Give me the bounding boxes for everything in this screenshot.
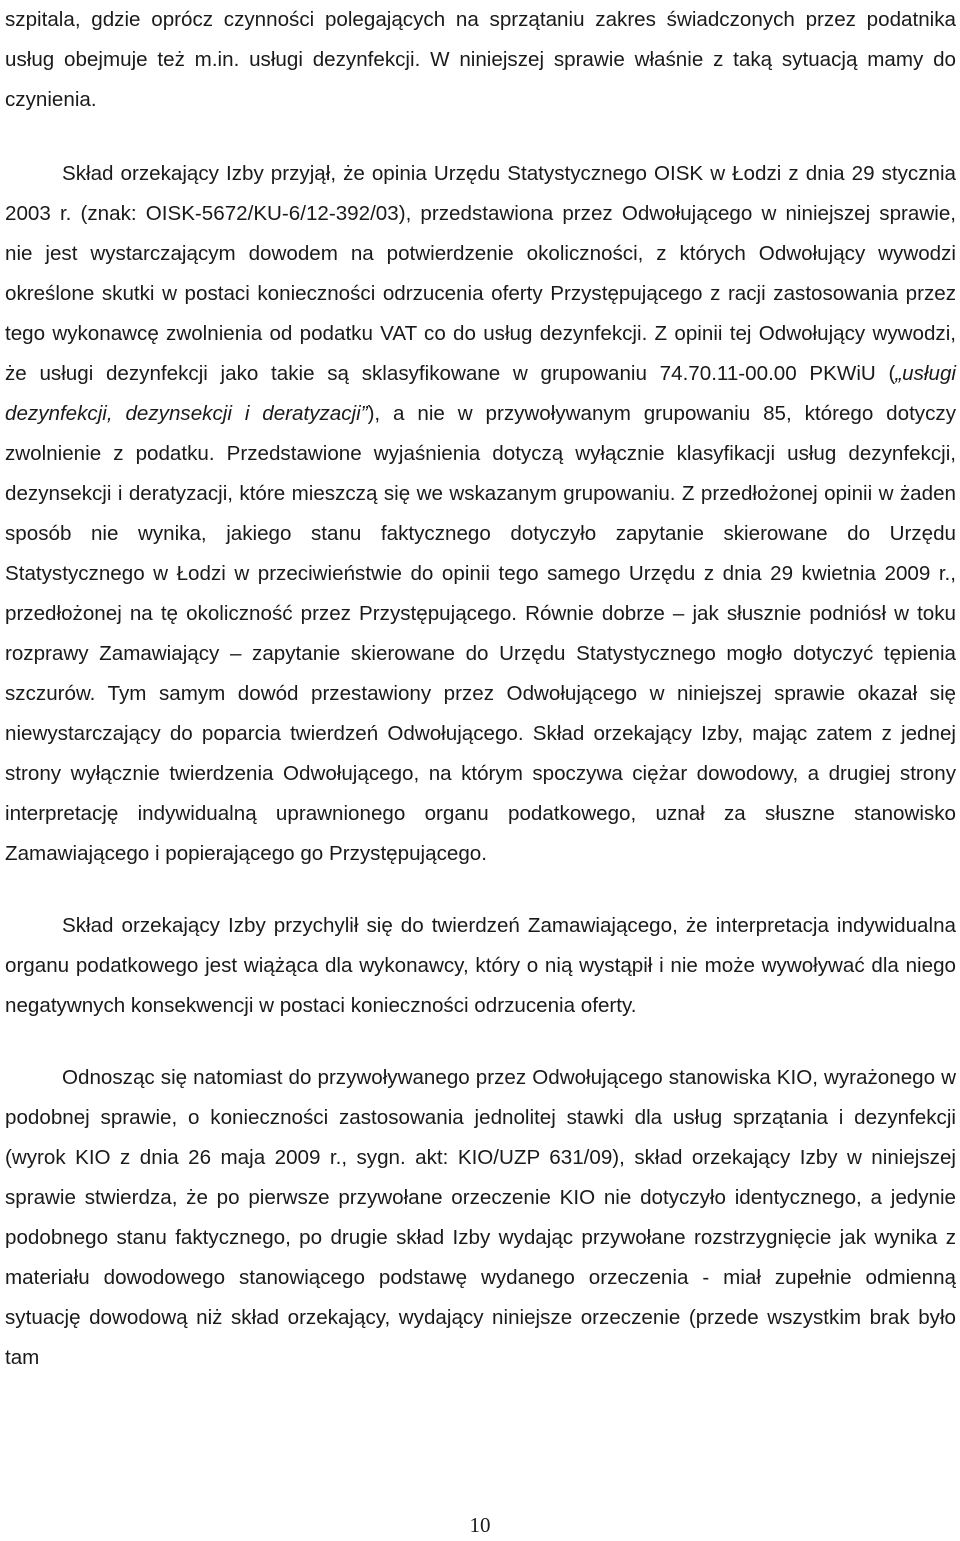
paragraph-1-text: szpitala, gdzie oprócz czynności polegających na sprzątaniu zakres świadczonych przez podatnika usług obejmuje też m.in. usługi dezynfekcji. W niniejszej sprawie właśnie z taką sytuacją mamy do czynienia. xyxy=(5,8,956,111)
paragraph-2 xyxy=(5,154,956,874)
paragraph-3 xyxy=(5,906,956,1026)
paragraph-4 xyxy=(5,1058,956,1378)
paragraph-2-quote-italic: „usługi dezynfekcji, dezynsekcji i deratyzacji” xyxy=(5,362,956,425)
paragraph-3-text: Skład orzekający Izby przychylił się do twierdzeń Zamawiającego, że interpretacja indywidualna organu podatkowego jest wiążąca dla wykonawcy, który o nią wystąpił i nie może wywoływać dla niego negatywnych konsekwencji w postaci konieczności odrzucenia oferty. xyxy=(5,914,956,1017)
paragraph-4-text: Odnosząc się natomiast do przywoływanego przez Odwołującego stanowiska KIO, wyrażonego w podobnej sprawie, o konieczności zastosowania jednolitej stawki dla usług sprzątania i dezynfekcji (wyrok KIO z dnia 26 maja 2009 r., sygn. akt: KIO/UZP 631/09), skład orzekający Izby w niniejszej sprawie stwierdza, że po pierwsze przywołane orzeczenie KIO nie dotyczyło identycznego, a jedynie podobnego stanu faktycznego, po drugie skład Izby wydając przywołane rozstrzygnięcie jak wynika z materiału dowodowego stanowiącego podstawę wydanego orzeczenia - miał zupełnie odmienną sytuację dowodową niż skład orzekający, wydający niniejsze orzeczenie (przede wszystkim brak było tam xyxy=(5,1066,956,1369)
document-body xyxy=(5,0,956,1378)
paragraph-1 xyxy=(5,0,956,120)
paragraph-2-text-a: Skład orzekający Izby przyjął, że opinia Urzędu Statystycznego OISK w Łodzi z dnia 29 stycznia 2003 r. (znak: OISK-5672/KU-6/12-392/03), przedstawiona przez Odwołującego w niniejszej sprawie, nie jest wystarczającym dowodem na potwierdzenie okoliczności, z których Odwołujący wywodzi określone skutki w postaci konieczności odrzucenia oferty Przystępującego z racji zastosowania przez tego wykonawcę zwolnienia od podatku VAT co do usług dezynfekcji. Z opinii tej Odwołujący wywodzi, że usługi dezynfekcji jako takie są sklasyfikowane w grupowaniu 74.70.11-00.00 PKWiU ( xyxy=(5,162,956,385)
page-number: 10 xyxy=(469,1513,491,1537)
paragraph-spacer xyxy=(5,1026,956,1058)
paragraph-2-text-b: ), a nie w przywoływanym grupowaniu 85, którego dotyczy zwolnienie z podatku. Przedstawione wyjaśnienia dotyczą wyłącznie klasyfikacji usług dezynfekcji, dezynsekcji i deratyzacji, które mieszczą się we wskazanym grupowaniu. Z przedłożonej opinii w żaden sposób nie wynika, jakiego stanu faktycznego dotyczyło zapytanie skierowane do Urzędu Statystycznego w Łodzi w przeciwieństwie do opinii tego samego Urzędu z dnia 29 kwietnia 2009 r., przedłożonej na tę okoliczność przez Przystępującego. Równie dobrze – jak słusznie podniósł w toku rozprawy Zamawiający – zapytanie skierowane do Urzędu Statystycznego mogło dotyczyć tępienia szczurów. Tym samym dowód przestawiony przez Odwołującego w niniejszej sprawie okazał się niewystarczający do poparcia twierdzeń Odwołującego. Skład orzekający Izby, mając zatem z jednej strony wyłącznie twierdzenia Odwołującego, na którym spoczywa ciężar dowodowy, a drugiej strony interpretację indywidualną uprawnionego organu podatkowego, uznał za słuszne stanowisko Zamawiającego i popierającego go Przystępującego. xyxy=(5,402,956,865)
paragraph-spacer xyxy=(5,874,956,906)
paragraph-spacer xyxy=(5,120,956,154)
